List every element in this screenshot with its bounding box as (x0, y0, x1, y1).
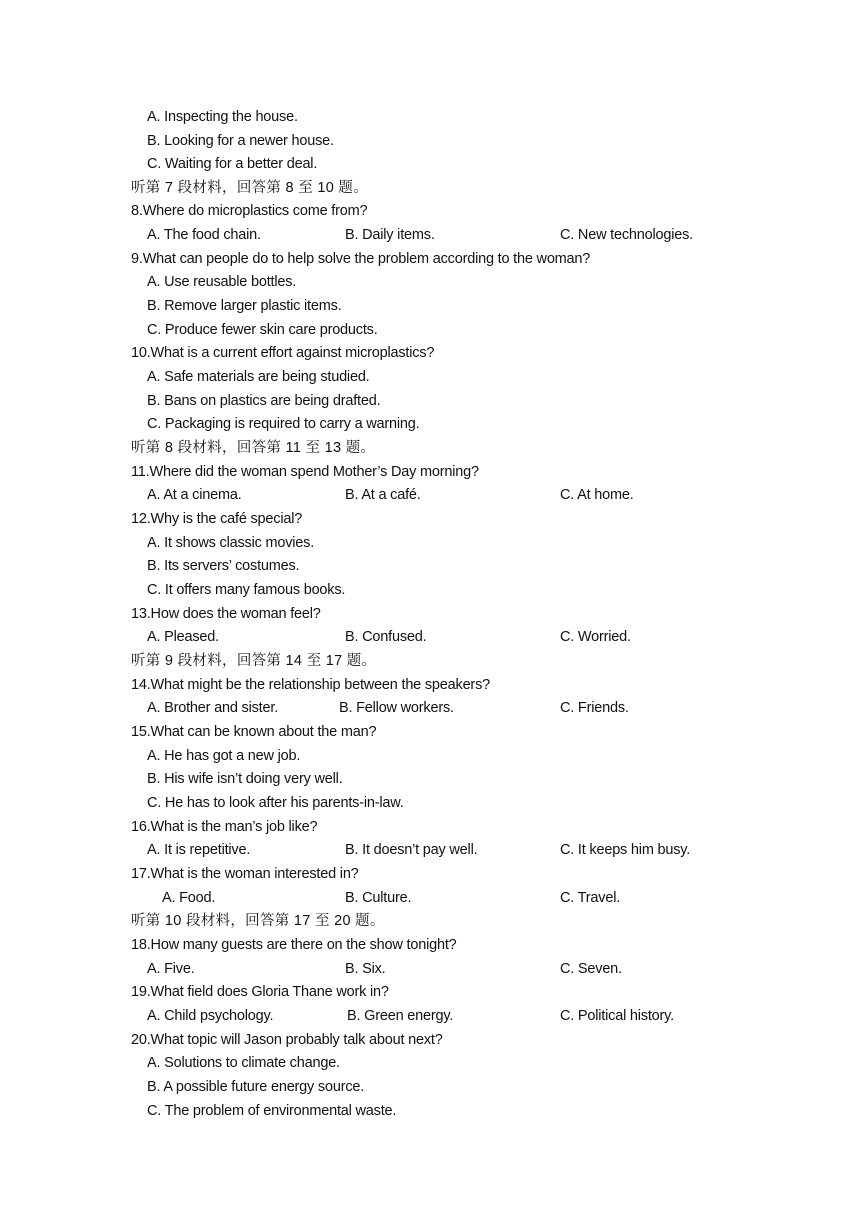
question-14: 14.What might be the relationship between the speakers? (131, 677, 490, 693)
question-9-option-b: B. Remove larger plastic items. (147, 298, 342, 314)
question-8-option-b: B. Daily items. (345, 227, 435, 243)
question-15: 15.What can be known about the man? (131, 724, 377, 740)
question-13-option-c: C. Worried. (560, 629, 631, 645)
question-19: 19.What field does Gloria Thane work in? (131, 984, 389, 1000)
question-13: 13.How does the woman feel? (131, 606, 321, 622)
question-12-option-b: B. Its servers’ costumes. (147, 558, 300, 574)
question-18-option-b: B. Six. (345, 961, 386, 977)
question-14-option-a: A. Brother and sister. (147, 700, 278, 716)
question-14-option-b: B. Fellow workers. (339, 700, 454, 716)
question-10-option-b: B. Bans on plastics are being drafted. (147, 393, 381, 409)
question-13-option-b: B. Confused. (345, 629, 427, 645)
question-20-option-a: A. Solutions to climate change. (147, 1055, 340, 1071)
question-12: 12.Why is the café special? (131, 511, 303, 527)
question-11-option-a: A. At a cinema. (147, 487, 242, 503)
question-8-option-a: A. The food chain. (147, 227, 261, 243)
question-17-option-c: C. Travel. (560, 890, 621, 906)
question-9-option-c: C. Produce fewer skin care products. (147, 322, 378, 338)
question-16: 16.What is the man’s job like? (131, 819, 318, 835)
question-16-option-b: B. It doesn’t pay well. (345, 842, 478, 858)
question-9-option-a: A. Use reusable bottles. (147, 274, 297, 290)
option-b: B. Looking for a newer house. (147, 133, 334, 149)
question-18-option-a: A. Five. (147, 961, 195, 977)
question-18-option-c: C. Seven. (560, 961, 622, 977)
question-16-option-a: A. It is repetitive. (147, 842, 251, 858)
question-8-option-c: C. New technologies. (560, 227, 694, 243)
section-heading-9: 听第 9 段材料，回答第 14 至 17 题。 (131, 653, 377, 669)
option-a: A. Inspecting the house. (147, 109, 298, 125)
section-heading-7: 听第 7 段材料，回答第 8 至 10 题。 (131, 180, 369, 196)
question-16-option-c: C. It keeps him busy. (560, 842, 691, 858)
question-20-option-b: B. A possible future energy source. (147, 1079, 365, 1095)
section-heading-10: 听第 10 段材料，回答第 17 至 20 题。 (131, 913, 385, 929)
section-heading-8: 听第 8 段材料，回答第 11 至 13 题。 (131, 440, 376, 456)
question-15-option-c: C. He has to look after his parents-in-law. (147, 795, 404, 811)
question-14-option-c: C. Friends. (560, 700, 629, 716)
question-9: 9.What can people do to help solve the problem according to the woman? (131, 251, 591, 267)
question-12-option-a: A. It shows classic movies. (147, 535, 315, 551)
question-10: 10.What is a current effort against microplastics? (131, 345, 435, 361)
question-11: 11.Where did the woman spend Mother’s Day morning? (131, 464, 479, 480)
question-17-option-b: B. Culture. (345, 890, 412, 906)
question-8: 8.Where do microplastics come from? (131, 203, 368, 219)
question-19-option-c: C. Political history. (560, 1008, 674, 1024)
question-20: 20.What topic will Jason probably talk about next? (131, 1032, 443, 1048)
question-11-option-b: B. At a café. (345, 487, 421, 503)
question-10-option-c: C. Packaging is required to carry a warning. (147, 416, 420, 432)
question-13-option-a: A. Pleased. (147, 629, 219, 645)
question-19-option-b: B. Green energy. (347, 1008, 454, 1024)
question-18: 18.How many guests are there on the show tonight? (131, 937, 457, 953)
question-12-option-c: C. It offers many famous books. (147, 582, 346, 598)
question-10-option-a: A. Safe materials are being studied. (147, 369, 370, 385)
question-19-option-a: A. Child psychology. (147, 1008, 274, 1024)
question-15-option-b: B. His wife isn’t doing very well. (147, 771, 343, 787)
question-17: 17.What is the woman interested in? (131, 866, 359, 882)
question-17-option-a: A. Food. (162, 890, 216, 906)
question-15-option-a: A. He has got a new job. (147, 748, 301, 764)
question-11-option-c: C. At home. (560, 487, 634, 503)
option-c: C. Waiting for a better deal. (147, 156, 318, 172)
question-20-option-c: C. The problem of environmental waste. (147, 1103, 397, 1119)
